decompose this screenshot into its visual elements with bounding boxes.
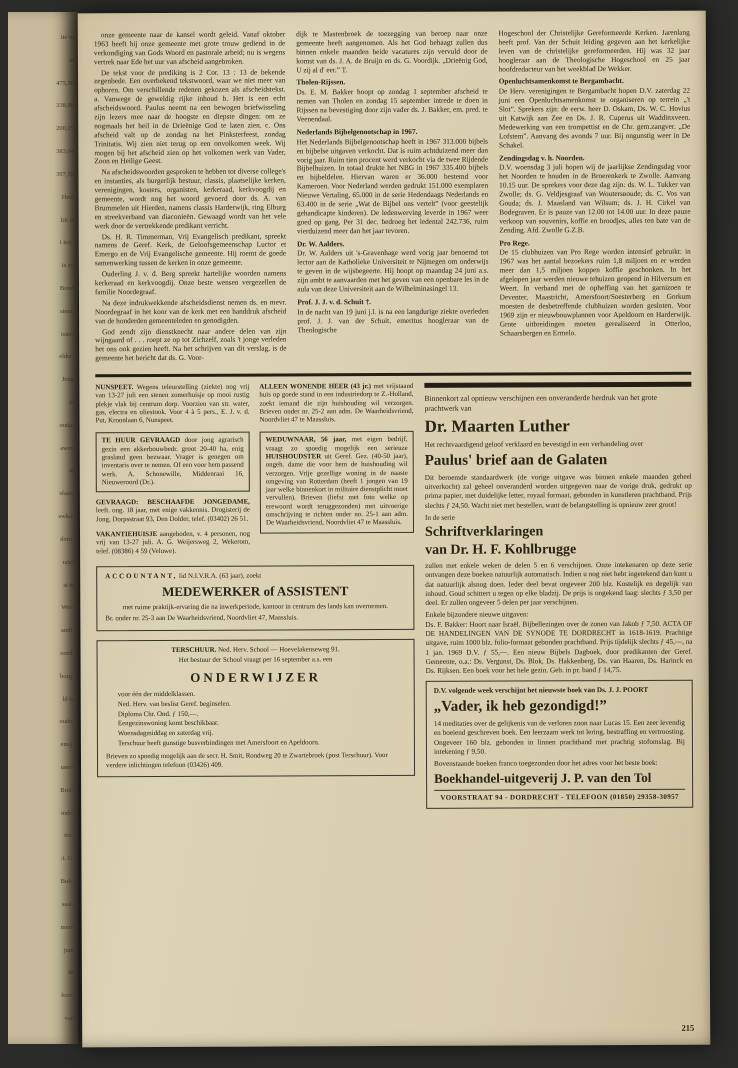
classifieds-area [95,383,415,811]
classified-ad-te-huur [96,432,250,492]
edge-text-fragment: 475,50 [56,79,74,87]
ad-body: door jong agrarisch gezin een akkerbouwbedr. groot 20-40 ha, enig grasland geen bezwaar. Vrager is genegen om inventaris over te nemen. Of een voor hem passend werk. A. Schonewille, Middenraai 16, Nieuweroord (Dr.). [101,437,244,487]
accountant-intro-rest: lid N.I.V.R.A. (63 jaar), zoekt [177,572,262,580]
column-2 [296,30,489,365]
ad-lead: ALLEEN WONENDE HEER (43 jr.) [259,383,372,391]
section-heading: Nederlands Bijbelgenootschap in 1967. [296,126,418,137]
top-columns [94,29,691,366]
edge-text-fragment: lift is [60,216,74,224]
edge-text-fragment: borg- [60,672,74,680]
paragraph: Na afscheidswoorden gesproken te hebben tot diverse college's en instanties, als burgerlijk bestuur, classis, plaatselijke kerken, verenigingen, kosters, organisten, kerkeraad, kerkvoogdij en gemeente, wordt nog het woord gevoerd door ds. A. van Brummelen uit Hierden, namens classis Harderwijk, ring Elburg en streekverband van diaconieën. Gewaagd wordt van het vele werk door de vertrekkende predikant verricht. [94,166,286,231]
terschuur-condition: voor één der middelklassen. [117,691,196,699]
book-ad-subtitle: Het rechtvaardigend geloof verklaard en bevestigd in een verhandeling over [424,439,644,449]
book-ad-paragraph: 14 meditaties over de gelijkenis van de verloren zoon naar Lucas 15. Een zeer levendig en boeiend geschreven boek. Een leerzaam werk tot lering, bestraffing en vertroosting. Ongeveer 160 blz. gebonden in linnen prachtband met prachtig stofomslag. Bij intekening ƒ 9,50. [433,718,685,756]
section-body: De 15 clubhuizen van Pro Rege worden intensief gebruikt: in 1967 was het aantal bezoekers ruim 1,8 miljoen en er werden meer dan 1,5 miljoen koppen koffie geschonken. In het afgelopen jaar werden nieuwe tehuizen geopend in Hilversum en Weert. In verband met de opheffing van het garnizoen te Deventer, Maastricht, Amersfoort/Soesterberg en Gorkum moesten de desbetreffende clubhuizen worden gesloten. Voor 1969 zijn er nieuwbouwplannen voor Apeldoorn en Harderwijk. Grote uitbreidingen moeten gerealiseerd in Otterloo, Schaarsbergen en Ermelo. [499,247,692,338]
ad-lead: NUNSPEET. [95,384,134,392]
edge-text-fragment: van [64,1014,74,1022]
classified-ad-vakantiehuisje [96,531,250,557]
edge-text-fragment: awen [60,444,74,452]
book-ad-new-releases-lead: Enkele bijzondere nieuwe uitgaven: [425,610,529,619]
book-ad-series-lead: In de serie [424,513,455,522]
edge-text-fragment: ld te [62,695,74,703]
terschuur-school: Ned. Herv. School — Hoevelakenseweg 91. [218,646,340,654]
terschuur-condition: Diploma Chr. Ond. ƒ 150,—. [117,710,199,718]
terschuur-title: ONDERWIJZER [190,669,322,686]
ad-lead: WEDUWNAAR, 56 jaar, [265,436,347,445]
classified-ad-weduwnaar [260,431,414,533]
section-body: Ds. E. M. Bakker hoopt op zondag 1 september afscheid te nemen van Tholen en zondag 15 september intrede te doen in Rijssen na bevestiging door zijn vader ds. J. Bakker, em. pred. te Veenendaal. [296,86,488,124]
book-advertisement [424,382,693,809]
edge-text-fragment: steur. [60,307,74,315]
ad-body: Wegens teleurstelling (ziekte) nog vrij van 13-27 juli een stenen zomerhuisje op mooi rustig plekje vlak bij centrum dorp. Voorzien van str. water, gas, electra en oliestook. Voor 4 à 5 pers., E. J. v. d. Put, Kroonlaan 6, Nunspeet. [95,383,250,425]
ad-body: uit Geref. Gez. (40-50 jaar), ongeh. dame die voor hem de huishouding wil verzorgen. Vrije gezellige woning in de naaste omgeving van Rotterdam (heeft 1 jongen van 19 jaar welke binnenkort in militaire dienstplicht moet vervullen). Brieven (liefst met foto welke op erewoord wordt teruggezonden) met uitvoerige omschrijving te richten onder no. 25-1 aan adm. De Waarheidsvriend, Noordvliet 47 te Maassluis. [265,452,408,527]
classified-ad-nunspeet [95,384,249,426]
ad-lead: TE HUUR GEVRAAGD [101,437,181,445]
terschuur-condition: Terschuur heeft gunstige busverbindingen met Amersfoort en Apeldoorn. [117,738,320,747]
ad-lead: VAKANTIEHUISJE [96,531,158,539]
column-1 [94,30,287,365]
section-body: In de nacht van 19 juni j.l. is na een langdurige ziekte overleden prof. J. J. van der Schuit, emeritus hoogleraar van de Theologische [297,306,489,335]
publisher-name: Boekhandel-uitgeverij J. P. van den Tol [434,769,652,786]
edge-text-fragment: swka- [58,513,74,521]
publisher-address: VOORSTRAAT 94 - DORDRECHT - TELEFOON (01850) 29358-30957 [434,789,685,803]
accountant-footer: Br. onder nr. 25-3 aan De Waarheidsvriend, Noordvliet 47, Maassluis. [105,614,299,623]
paragraph: Ds. H. R. Timmerman, Vrij Evangelisch predikant, spreekt namens de Geref. Kerk, de Geloofsgemeenschap Luctor et Emergo en de Vrij Evangelische gemeente. Hij roemt de goede samenwerking tussen de kerken in onze gemeente. [94,231,287,268]
accountant-ad-box [96,565,414,632]
classified-column-right [259,383,414,562]
terschuur-conditions [106,690,406,748]
edge-text-fragment: i kor- [59,239,74,247]
edge-text-fragment: tee- [64,832,74,840]
edge-text-fragment: oord: [60,649,74,657]
book-title-luther: Dr. Maarten Luther [424,416,570,437]
main-page [78,11,711,1048]
paragraph: Ouderling J. v. d. Berg spreekt hartelijke woorden namens kerkeraad en kerkvoogdij. Onze beste wensen vergezellen de familie Noordegraaf. [94,268,287,297]
section-heading: Openluchtsamenkomst te Bergambacht. [498,76,624,86]
book-title-vader: „Vader, ik heb gezondigd!” [433,698,607,715]
terschuur-header [106,646,406,656]
terschuur-condition: Eengezinswoning komt beschikbaar. [117,720,219,728]
terschuur-request: Het bestuur der School vraagt per 16 september a.s. een [178,655,333,664]
section-heading: Dr. W. Aalders. [297,238,345,249]
lower-area [95,382,693,811]
accountant-lead: ACCOUNTANT, [105,572,178,581]
edge-text-fragment: ouda; [59,421,74,429]
accountant-line: met ruime praktijk-ervaring die na inwerkperiode, kantoor in centrum des lands kan overnemen. [122,602,388,611]
edge-text-fragment: foor- [61,992,74,1000]
section-body: De Herv. verenigingen te Bergambacht hopen D.V. zaterdag 22 juni een Openluchtsamenkomst te organiseren op terrein „'t Slot”. Sprekers zijn: de eerw. heer D. Oskam, Ds. W. C. Hovius uit Katwijk aan Zee en Ds. J. R. Cuperus uit Waddinxveen. Medewerking van een trompettist en de Chr. gem.zangver. „De Lofstem”. Aanvang des avonds 7 uur. Bij ongunstig weer in De Schakel. [498,86,691,150]
book-title-galaten: Paulus' brief aan de Galaten [424,452,608,469]
ad-body: met vrijstaand huis op goede stand in een industriedorp te Z.-Holland, zoekt iemand die zijn huishouding wil verzorgen. Brieven onder nr. 25-2 aan adm. De Waarheidsvriend, Noordvliet 47 te Maassluis. [259,382,414,424]
column-3 [498,29,691,364]
ad-lead: GEVRAAGD: BESCHAAFDE JONGEDAME, [95,498,250,507]
terschuur-condition: Woensdagmiddag en zaterdag vrij. [117,729,214,738]
paragraph: Na deze indrukwekkende afscheidsdienst nemen ds. en mevr. Noordegraaf in het koor van de kerk met een handdruk afscheid van de honderden gemeenteleden en genodigden. [95,297,287,325]
edge-text-fragment: st te [63,581,74,589]
terschuur-place: TERSCHUUR. [171,646,217,654]
edge-text-fragment: ratel [62,558,74,566]
edge-text-fragment: 397,59 [56,170,74,178]
ad-body: leeft. ong. 18 jaar, met enige vakkennis. Drogisterij de Jong, Dorpsstraat 93, Den Dolder, telef. (03402) 26 51. [95,507,250,524]
section-divider [95,372,691,378]
edge-text-fragment: :t. G. [60,855,74,863]
accountant-title: MEDEWERKER of ASSISTENT [162,583,349,600]
edge-text-fragment: Jong [61,376,74,384]
edge-text-fragment: oude; [59,718,74,726]
edge-text-fragment: Brui- [60,786,74,794]
ad-highlight: HUISHOUDSTER [265,453,322,461]
edge-text-fragment: sfaar- [59,490,74,498]
edge-text-fragment: Bond [59,284,74,292]
terschuur-ad-box [96,639,415,778]
edge-text-fragment: te [69,467,74,475]
edge-text-fragment: ister: [61,330,74,338]
edge-text-fragment: men- [60,923,74,931]
book-ad-paragraph: Dit beroemde standaardwerk (de vorige uitgave was binnen enkele maanden geheel uitverkocht) zal geheel onveranderd worden uitgegeven naar de vorige druk, gedrukt op prima papier, met duidelijke letter, royaal formaat, gebonden in kunstleren prachtband. Prijs slechts ƒ 24,50. Wacht niet met bestellen, want de belangstelling is opnieuw zeer groot! [424,472,692,510]
edge-text-fragment: te [69,399,74,406]
edge-text-fragment: dorn: [60,535,74,543]
paragraph: God zendt zijn dienstknecht naar andere delen van zijn wijngaard of . . . roept ze op tot Zichzelf, zoals 't jonge verleden het ons ook gezien heeft. Na het schrijven van dit verslag, is de gemeente het bericht dat ds. G. Voor- [95,325,287,363]
ad-body: aangeboden, v. 4 personen, nog vrij van 13-27 juli. A. G. Weijersweg 2, Wekerom, telef. (08386) 4 59 (Veluwe). [96,530,251,555]
edge-text-fragment: inde: [61,809,74,817]
section-heading: Pro Rege. [499,237,530,248]
section-body: Dr. W. Aalders uit 's-Gravenhage werd vorig jaar benoemd tot lector aan de Katholieke Universiteit te Nijmegen om onderwijs te geven in de wijsbegeerte. Hij hoopt op maandag 24 juni a.s. zijn ambt te aanvaarden met het geven van een openbare les in de aula van deze Universiteit aan de Wilhelminasingel 13. [297,248,489,294]
edge-text-fragment: de [67,969,74,977]
section-heading: Zendingsdag v. h. Noorden. [499,152,585,163]
edge-text-fragment: 383,04 [56,148,74,156]
book-title-schriftverklaringen: Schriftverklaringen [424,524,544,540]
edge-text-fragment: is zo [61,262,74,270]
edge-text-fragment: andt: [61,627,74,635]
book-title-kohlbrugge: van Dr. H. F. Kohlbrugge [425,541,577,558]
edge-text-fragment: saal- [61,900,74,908]
section-heading: Tholen-Rijssen. [296,77,346,87]
paragraph: De tekst voor de prediking is 2 Cor. 13 : 13 de bekende zegenbede. Een overbekend tekstwoord, waar we niet meer van ophoren. Om verschillende redenen gekozen als afscheidstekst. a. Vanwege de geweldig rijke inhoud b. Het is een echt afscheidswoord. Paulus neemt na een bewogen briefwisseling zijn lezers mee naar de hoogste en diepste dingen: om ze nogmaals het heil in de Drieënige God te laten zien. c. Ons afscheid valt op de zondag na het Pinksterfeest, zondag Trinitatis. Wij zien niet terug op een onvolkomen week. Wij mogen bij het afscheid zien op het volkomen werk van Vader, Zoon en Heilige Geest. [94,67,286,166]
section-body: D.V. woensdag 3 juli hopen wij de jaarlijkse Zendingsdag voor het Noorden te houden in de Broerenkerk te Zwolle. Aanvang 10.15 uur. De sprekers voor deze dag zijn: ds. W. L. Tukker van Zwolle; ds. G. Veldjesgraaf van Woutersвoude; ds. C. Vos van Gouda; ds. J. Maasland van Wilsum; ds. J. H. Cirkel van Bodegraven. Er is pauze van 12.00 tot 14.00 uur. In deze pauze verkoop van souvenirs, koffie en broodjes, alles ten bate van de Zending. Afd. Zwolle G.Z.B. [499,162,691,235]
edge-text-fragment: emij: [60,741,74,749]
edge-text-fragment: 338,80 [56,102,74,110]
classified-ad-alleen-wonende [259,383,413,425]
edge-text-fragment: Heel [61,193,74,201]
ad-body: met eigen bedrijf, vraagt zo spoedig mogelijk een serieuze [265,436,408,453]
accountant-intro [105,572,405,582]
edge-text-fragment: 200,25 [56,125,74,133]
classified-ad-gevraagd [96,499,250,525]
edge-text-fragment: juni [63,946,74,954]
paragraph: Hogeschool der Christelijke Gereformeerde Kerken. Jarenlang heeft prof. Van der Schuit leiding gegeven aan het kerkelijke leven van de christelijke gereformeerden. Hij was 32 jaar hoogleraar aan de Theologische Hogeschool en 25 jaar hoofdredacteur van het weekblad De Wekker. [498,27,690,74]
book-ad-announce: D.V. volgende week verschijnt het nieuwste boek van Ds. J. J. POORT [433,685,649,695]
book-ad-paragraph: zullen met enkele weken de delen 5 en 6 verschijnen. Onze intekenaren op deze serie ontvangen deze boeken natuurlijk automatisch. Indien u nog niet hebt ingetekend dan kunt u dat natuurlijk alsnog doen. Ieder deel bevat ongeveer 200 blz. Kostelijk en degelijk van inhoud. Goud schittert u tegen op elke bladzij. De prijs is ongekend laag: slechts ƒ 3,50 per deel. Er zullen ongeveer 5 delen per jaar verschijnen. [425,561,693,607]
book-ad-paragraph: Ds. F. Bakker: Hoort naar Israël. Bijbellezingen over de zonen van Jakob ƒ 7,50. ACTA OF DE HANDELINGEN VAN DE SYNODE TE DORDRECHT in 1618-1619. Prachtige uitgave, ruim 1000 blz. folio-formaat gebonden prachtband. Prijs tijdelijk slechts ƒ 45,—, na 1 jan. 1969 D.V. ƒ 55,—. Een nieuw Bijbels Dagboek, door predikanten der Geref. Gemeente, o.a.: Ds. Vergunst, Ds. Blok, Ds. Hakkenberg, Ds. van Haaren, Ds. Harinck en Ds. Rijksen. Een boek voor het hele gezin. Geb. in pr. band ƒ 14,75. [425,619,693,675]
edge-text-fragment: elder: [59,353,74,361]
edge-text-fragment: unei- [60,764,74,771]
edge-text-fragment: Wer- [61,604,74,612]
vader-ad-box [426,680,694,809]
edge-text-fragment: tie in [60,34,74,41]
paragraph: onze gemeente naar de kansel wordt geleid. Vanaf oktober 1963 heeft hij onze gemeente met grote trouw gediend in de verkondiging van Gods Woord en pastorale arbeid; nu is wegens vertrek naar Ede het uur van afscheid aangebroken. [93,29,286,66]
adjacent-page-sliver [8,12,78,1044]
paragraph: dijk te Mastenbroek de toezegging van beroep naar onze gemeente heeft aangenomen. Als het God behaagt zullen dus binnen enkele maanden beide vacatures zijn vervuld door de komst van ds. J. A. de Bruijn en ds. G. Voordijk. „Drieënig God, U zij al d' eer.” T. [296,28,488,74]
book-ad-intro: Binnenkort zal opnieuw verschijnen een onveranderde herdruk van het grote prachtwerk van [424,392,658,413]
terschuur-condition: Ned. Herv. van beslist Geref. beginselen. [117,700,231,709]
edge-text-fragment: Bult- [60,878,74,886]
classified-column-left [95,384,250,563]
classified-columns [95,383,414,563]
page-number: 215 [681,1022,695,1033]
section-heading: Prof. J. J. v. d. Schuit †. [297,297,372,307]
book-ad-closing: Bovenstaande boeken franco toegezonden door het adres voor het beste boek: [434,758,658,768]
edge-text-fragment: ie [69,56,74,64]
section-body: Het Nederlands Bijbelgenootschap heeft in 1967 313.000 bijbels en bijbelse uitgaven verkocht. Dat is ruim achtduizend meer dan vorig jaar. Ruim tien procent werd verkocht via de twee Rijdende Bijbelhuizen. In totaal drukte het NBG in 1967 335.400 bijbels en bijbeldelen. Hiervan waren er 36.000 bestemd voor Kameroen. Voor Nederland werden gedrukt 151.000 exemplaren Nieuwe Vertaling, 65.000 in de serie Hedendaags Nederlands en 63.400 in de serie „Wat de Bijbel ons vertelt” (voor geestelijk gehandicapte kinderen). De ledenwerving leverde in 1967 weer goed op gang. Per 31 dec. bedroeg het ledental 242.736, ruim vierduizend meer dan het jaar tevoren. [296,136,489,236]
terschuur-footer: Brieven zo spoedig mogelijk aan de secr. H. Smit, Rondweg 20 te Zwartebroek (post Terschuur). Voor verdere inlichtingen telefoon (03426) 409. [105,752,388,770]
